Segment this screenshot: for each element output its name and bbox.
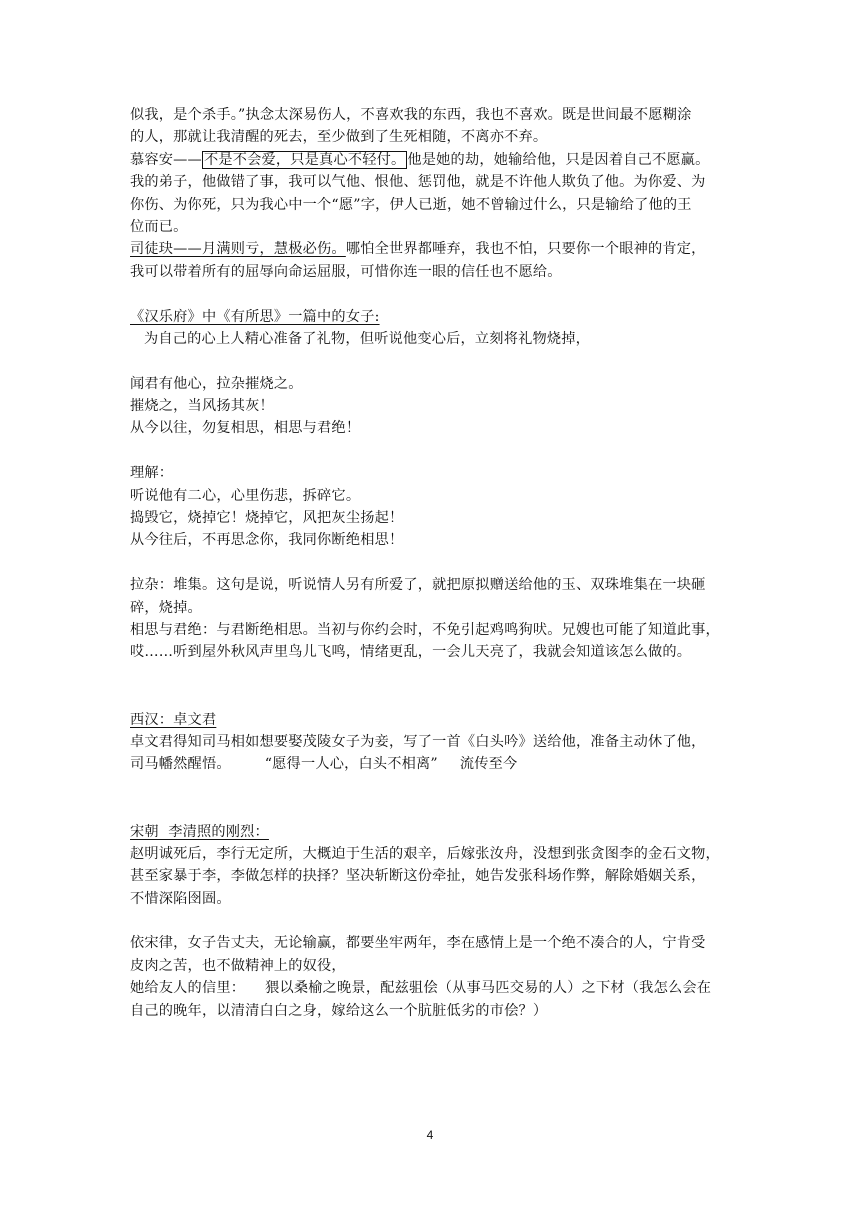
section-heading (130, 306, 740, 328)
note-line: 碎，烧掉。 (130, 599, 202, 616)
boxed-quote: 不是不会爱，只是真心不轻付。 (203, 151, 406, 168)
page-number: 4 (426, 1128, 434, 1142)
text-span: 司马幡然醒悟。 (130, 756, 231, 773)
section-heading-text: 《汉乐府》中《有所思》一篇中的女子: (130, 308, 380, 325)
section-heading-text: 宋朝 李清照的刚烈： (130, 823, 269, 840)
understanding-line: 从今往后，不再思念你，我同你断绝相思！ (130, 532, 404, 549)
text-line: 的人，那就让我清醒的死去，至少做到了生死相随，不离亦不弃。 (130, 129, 548, 146)
section-heading (130, 821, 740, 843)
text-span: 猥以桑榆之晚景，配兹驵侩（从事马匹交易的人）之下材（我怎么会在 (265, 980, 712, 997)
speaker-prefix: 慕容安—— (130, 151, 202, 168)
text-span: 她给友人的信里： (130, 980, 246, 997)
text-span: 哪怕全世界都唾弃，我也不怕，只要你一个眼神的肯定， (345, 241, 706, 258)
document-body (130, 104, 740, 1022)
understanding-line: 听说他有二心，心里伤悲，拆碎它。 (130, 487, 361, 504)
understanding-label: 理解： (130, 465, 174, 482)
text-line: 为自己的心上人精心准备了礼物，但听说他变心后，立刻将礼物烧掉， (144, 330, 591, 347)
text-line: 我的弟子，他做错了事，我可以气他、恨他、惩罚他，就是不许他人欺负了他。为你爱、为 (130, 174, 706, 191)
text-line (130, 149, 740, 171)
note-line: 拉杂：堆集。这句是说，听说情人另有所爱了，就把原拟赠送给他的玉、双珠堆集在一块砸 (130, 577, 706, 594)
text-line (130, 977, 740, 999)
text-line: 皮肉之苦，也不做精神上的奴役， (130, 957, 346, 974)
text-line: 我可以带着所有的屈辱向命运屈服，可惜你连一眼的信任也不愿给。 (130, 263, 562, 280)
note-line: 哎……听到屋外秋风声里鸟儿飞鸣，情绪更乱，一会儿天亮了，我就会知道该怎么做的。 (130, 644, 692, 661)
quote-span: “愿得一人心，白头不相离” (264, 756, 438, 773)
text-line: 卓文君得知司马相如想要娶茂陵女子为妾，写了一首《白头吟》送给他，准备主动休了他， (130, 733, 706, 750)
text-line: 赵明诚死后，李行无定所，大概迫于生活的艰辛，后嫁张汝舟，没想到张贪图李的金石文物， (130, 845, 720, 862)
text-line (130, 753, 740, 775)
poem-line: 闻君有他心，拉杂摧烧之。 (130, 375, 303, 392)
section-heading-text: 西汉：卓文君 (130, 711, 217, 728)
poem-line: 摧烧之，当风扬其灰！ (130, 398, 274, 415)
text-line: 不惜深陷囹圄。 (130, 890, 231, 907)
underlined-phrase: 司徒玦——月满则亏，慧极必伤。 (130, 241, 346, 258)
text-line (130, 238, 740, 260)
text-line: 你伤、为你死，只为我心中一个“愿”字，伊人已逝，她不曾输过什么，只是输给了他的王 (130, 196, 692, 213)
text-span: 他是她的劫，她输给他，只是因着自己不愿赢。 (407, 151, 710, 168)
section-heading (130, 709, 740, 731)
text-line: 自己的晚年，以清清白白之身，嫁给这么一个肮脏低劣的市侩？） (130, 1002, 548, 1019)
understanding-line: 捣毁它，烧掉它！烧掉它，风把灰尘扬起！ (130, 510, 404, 527)
text-line: 位而已。 (130, 218, 188, 235)
text-line: 依宋律，女子告丈夫，无论输赢，都要坐牢两年，李在感情上是一个绝不凑合的人，宁肯受 (130, 935, 706, 952)
text-span: 流传至今 (459, 756, 518, 773)
text-line: 甚至家暴于李，李做怎样的抉择？坚决斩断这份牵扯，她告发张科场作弊，解除婚姻关系， (130, 868, 706, 885)
poem-line: 从今以往，勿复相思，相思与君绝！ (130, 420, 361, 437)
note-line: 相思与君绝：与君断绝相思。当初与你约会时，不免引起鸡鸣狗吠。兄嫂也可能了知道此事， (130, 621, 720, 638)
text-line: 似我，是个杀手。”执念太深易伤人，不喜欢我的东西，我也不喜欢。既是世间最不愿糊涂 (130, 107, 692, 123)
